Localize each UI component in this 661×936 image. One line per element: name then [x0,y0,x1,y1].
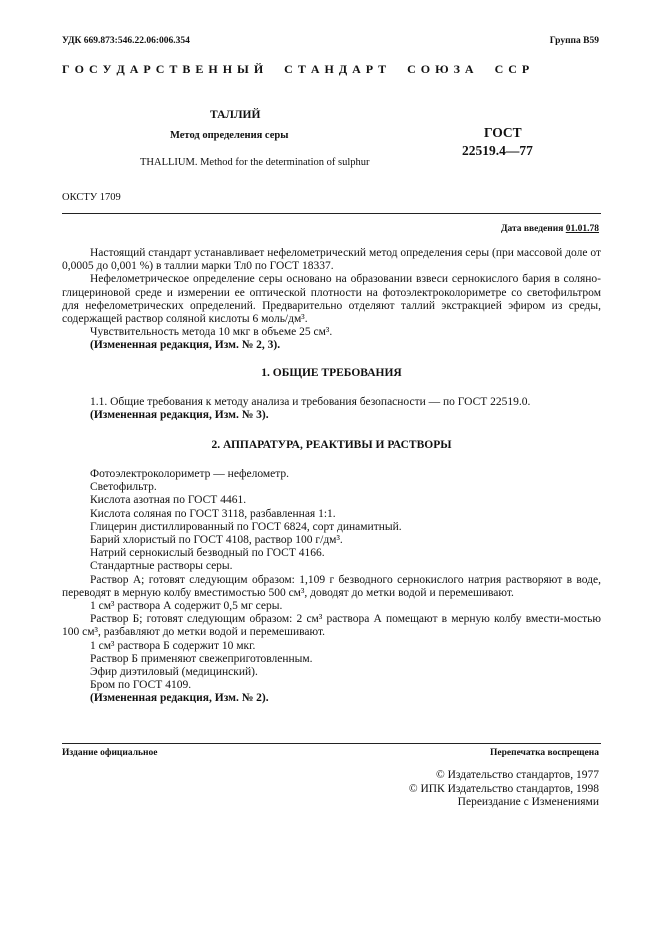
reagent-item: Натрий сернокислый безводный по ГОСТ 4166. [90,547,325,560]
official-edition-label: Издание официальное [62,748,158,758]
copyright-block [409,769,599,810]
solution-b-paragraph: Раствор Б; готовят следующим образом: 2 см³ раствора А помещают в мерную колбу вмести-мостью 100 см³, разбавляют до метки водой и перемешивают. [62,613,601,639]
state-standard-title: Г О С У Д А Р С Т В Е Н Н Ы Й С Т А Н Д А Р Т С О Ю З А С С Р [62,62,531,76]
reagent-item: Кислота соляная по ГОСТ 3118, разбавленная 1:1. [90,507,336,520]
solution-a-concentration: 1 см³ раствора А содержит 0,5 мг серы. [90,600,283,613]
intro-date-label: Дата введения [500,224,564,234]
reagent-item: Эфир диэтиловый (медицинский). [90,666,258,679]
title-divider [62,213,601,214]
reagent-item: Раствор Б применяют свежеприготовленным. [90,652,313,665]
subtitle-ru: Метод определения серы [170,130,289,141]
copyright-line: © ИПК Издательство стандартов, 1998 [408,782,599,795]
reagent-item: Глицерин дистиллированный по ГОСТ 6824, сорт динамитный. [90,520,402,533]
reagent-item: Фотоэлектроколориметр — нефелометр. [90,468,290,480]
reprint-prohibited-label: Перепечатка воспрещена [489,748,599,758]
title-ru: ТАЛЛИЙ [210,109,261,121]
reagent-item: Бром по ГОСТ 4109. [90,679,192,692]
intro-date [501,224,599,234]
section-1-paragraph: 1.1. Общие требования к методу анализа и требования безопасности — по ГОСТ 22519.0. [90,396,531,408]
gost-label: ГОСТ [484,125,522,140]
reagent-item: Стандартные растворы серы. [90,560,233,573]
intro-date-value: 01.01.78 [565,224,599,234]
copyright-line: © Издательство стандартов, 1977 [435,769,599,781]
intro-paragraph: Настоящий стандарт устанавливает нефелометрический метод определения серы (при массовой доле от 0,0005 до 0,001 %) в таллии марки Тл0 по ГОСТ 18337. [62,247,601,273]
reagent-item: Барий хлористый по ГОСТ 4108, раствор 100 г/дм³. [90,534,343,547]
section-2-amendment-note: (Измененная редакция, Изм. № 2). [90,692,269,705]
intro-paragraph: Чувствительность метода 10 мкг в объеме 25 см³. [90,326,333,339]
okstu-code: ОКСТУ 1709 [62,192,121,203]
section-1-heading: 1. ОБЩИЕ ТРЕБОВАНИЯ [261,367,402,379]
footer-divider [62,743,601,744]
reagent-item: Кислота азотная по ГОСТ 4461. [90,494,247,507]
intro-block [62,247,601,353]
intro-paragraph: Нефелометрическое определение серы основано на образовании взвеси сернокислого бария в соляно-глицериновой среде и измерении ее оптической плотности на фотоэлектроколориметре со светофильтром для нефелометрических определений. Предварительно отделяют таллий экстракцией эфиром из среды, содержащей раствор соляной кислоты 6 моль/дм³. [62,273,601,326]
gost-number: 22519.4—77 [462,143,533,158]
section-2-body [62,468,601,706]
udk-code: УДК 669.873:546.22.06:006.354 [62,36,190,46]
group-code: Группа В59 [549,36,599,46]
solution-b-concentration: 1 см³ раствора Б содержит 10 мкг. [90,639,256,652]
section-1-body [62,396,601,422]
intro-amendment-note: (Измененная редакция, Изм. № 2, 3). [90,339,281,352]
section-1-amendment-note: (Измененная редакция, Изм. № 3). [90,409,269,422]
title-en: THALLIUM. Method for the determination of sulphur [140,157,370,168]
section-2-heading: 2. АППАРАТУРА, РЕАКТИВЫ И РАСТВОРЫ [211,439,452,451]
reagent-item: Светофильтр. [90,481,157,494]
solution-a-paragraph: Раствор А; готовят следующим образом: 1,109 г безводного сернокислого натрия растворяют в воде, переводят в мерную колбу вместимостью 500 см³, доводят до метки водой и перемешивают. [62,573,601,599]
reissue-note: Переиздание с Изменениями [457,796,599,808]
